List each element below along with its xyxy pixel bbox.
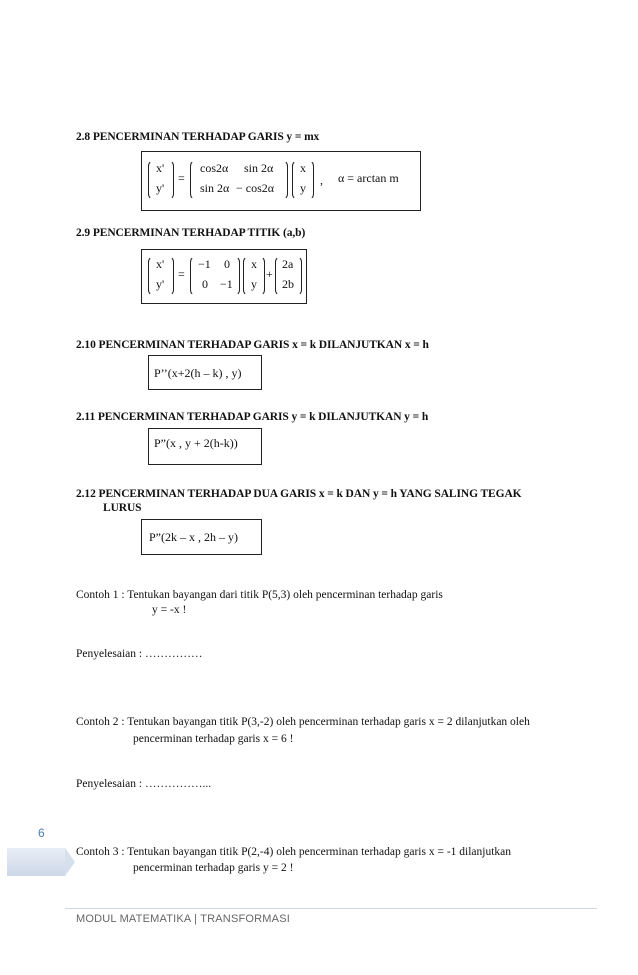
alpha-definition: α = arctan m [338, 171, 399, 185]
formula-2-10: P’’(x+2(h – k) , y) [154, 366, 242, 380]
matrix-m21: 0 [202, 277, 208, 291]
equals-sign: = [178, 267, 185, 281]
formula-2-11-box [148, 428, 262, 465]
example-3-line1: Contoh 3 : Tentukan bayangan titik P(2,-4) oleh pencerminan terhadap garis x = -1 dilanjutkan [76, 846, 512, 858]
formula-2-9-box [141, 249, 307, 304]
section-2-8-heading: 2.8 PENCERMINAN TERHADAP GARIS y = mx [76, 131, 320, 143]
footer-text: MODUL MATEMATIKA | TRANSFORMASI [76, 913, 291, 925]
lhs-top: x' [156, 257, 165, 271]
vector-bottom: y [300, 181, 306, 195]
lhs-top: x' [156, 161, 165, 175]
constant-bottom: 2b [282, 277, 294, 291]
page-tab-decoration [7, 848, 65, 876]
page-number: 6 [38, 826, 45, 840]
vector-top: x [251, 257, 257, 271]
vector-top: x [300, 161, 306, 175]
example-1-line1: Contoh 1 : Tentukan bayangan dari titik P(5,3) oleh pencerminan terhadap garis [76, 589, 443, 601]
footer-divider [65, 908, 597, 909]
equals-sign: = [178, 171, 185, 185]
lhs-bottom: y' [156, 181, 165, 195]
matrix-m22: − cos2α [236, 181, 275, 195]
formula-2-12-box [141, 519, 262, 555]
matrix-m22: −1 [220, 277, 233, 291]
matrix-m11: cos2α [200, 161, 229, 175]
formula-2-12: P”(2k – x , 2h – y) [149, 530, 238, 544]
matrix-m21: sin 2α [200, 181, 230, 195]
vector-bottom: y [251, 277, 257, 291]
formula-2-11: P”(x , y + 2(h-k)) [154, 436, 238, 450]
lhs-bottom: y' [156, 277, 165, 291]
solution-1: Penyelesaian : …………… [76, 648, 203, 660]
solution-2: Penyelesaian : ……………... [76, 778, 212, 790]
matrix-m12: 0 [224, 257, 230, 271]
section-2-10-heading: 2.10 PENCERMINAN TERHADAP GARIS x = k DILANJUTKAN x = h [76, 339, 429, 351]
matrix-m11: −1 [198, 257, 211, 271]
section-2-9-heading: 2.9 PENCERMINAN TERHADAP TITIK (a,b) [76, 227, 306, 239]
section-2-12-heading-line2: LURUS [103, 502, 142, 514]
example-3-line2: pencerminan terhadap garis y = 2 ! [133, 862, 294, 874]
section-2-12-heading: 2.12 PENCERMINAN TERHADAP DUA GARIS x = k DAN y = h YANG SALING TEGAK [76, 488, 522, 500]
example-2-line2: pencerminan terhadap garis x = 6 ! [133, 733, 294, 745]
matrix-m12: sin 2α [244, 161, 274, 175]
constant-top: 2a [282, 257, 294, 271]
comma: , [320, 173, 323, 187]
section-2-11-heading: 2.11 PENCERMINAN TERHADAP GARIS y = k DILANJUTKAN y = h [76, 411, 429, 423]
example-2-line1: Contoh 2 : Tentukan bayangan titik P(3,-2) oleh pencerminan terhadap garis x = 2 dilanjutkan oleh [76, 716, 530, 728]
formula-2-10-box [148, 355, 262, 390]
plus-sign: + [266, 267, 273, 281]
example-1-line2: y = -x ! [152, 604, 187, 616]
formula-2-8-box [141, 151, 421, 211]
